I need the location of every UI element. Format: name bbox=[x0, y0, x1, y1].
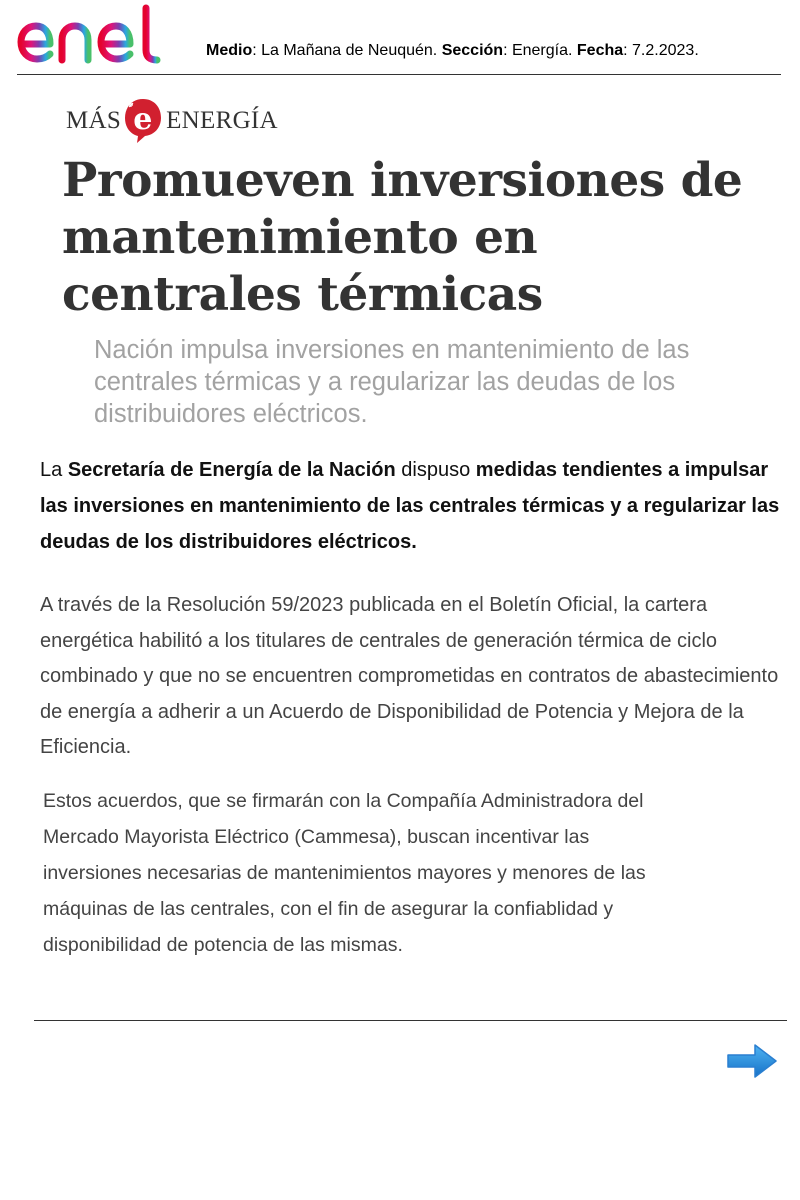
publication-meta bbox=[206, 42, 699, 60]
article-subtitle: Nación impulsa inversiones en mantenimiento de las centrales térmicas y a regularizar las deudas de los distribuidores eléctricos. bbox=[94, 336, 690, 428]
article-lead bbox=[40, 452, 790, 560]
brand-right-text: ENERGÍA bbox=[166, 107, 278, 134]
seccion-label: Sección bbox=[441, 42, 504, 59]
footer-divider bbox=[34, 1020, 787, 1021]
brand-left-text: MÁS bbox=[66, 107, 122, 134]
header-divider bbox=[17, 74, 781, 75]
enel-logo bbox=[16, 4, 184, 66]
article-paragraph-2: Estos acuerdos, que se firmarán con la Compañía Administradora del Mercado Mayorista Eléctrico (Cammesa), buscan incentivar las inversiones necesarias de mantenimientos mayores y menores de las máquinas de las centrales, con el fin de asegurar la confiablidad y disponibilidad de potencia de las mismas. bbox=[43, 790, 646, 956]
lead-bold-2: medidas tendientes a impulsar las inversiones en mantenimiento de las centrales térmicas y a regularizar las deudas de los distribuidores eléctricos. bbox=[40, 459, 780, 553]
lead-text-1: La bbox=[40, 459, 68, 481]
fecha-label: Fecha bbox=[576, 42, 624, 59]
lead-text-2: dispuso bbox=[395, 459, 476, 481]
medio-label: Medio bbox=[206, 42, 253, 59]
brand-badge-icon bbox=[123, 97, 163, 145]
brand-badge-letter: e bbox=[133, 102, 153, 137]
arrow-right-icon[interactable] bbox=[725, 1042, 779, 1080]
fecha-value: : 7.2.2023. bbox=[623, 42, 699, 59]
lead-bold-1: Secretaría de Energía de la Nación bbox=[67, 459, 396, 481]
medio-value: : La Mañana de Neuquén. bbox=[252, 42, 442, 59]
mas-energia-logo bbox=[66, 96, 278, 146]
article-paragraph-1: A través de la Resolución 59/2023 publicada en el Boletín Oficial, la cartera energética habilitó a los titulares de centrales de generación térmica de ciclo combinado y que no se encuentren comprometidas en contratos de abastecimiento de energía a adherir a un Acuerdo de Disponibilidad de Potencia y Mejora de la Eficiencia. bbox=[40, 594, 779, 758]
seccion-value: : Energía. bbox=[503, 42, 577, 59]
article-headline: Promueven inversiones de mantenimiento en centrales térmicas bbox=[62, 153, 743, 322]
